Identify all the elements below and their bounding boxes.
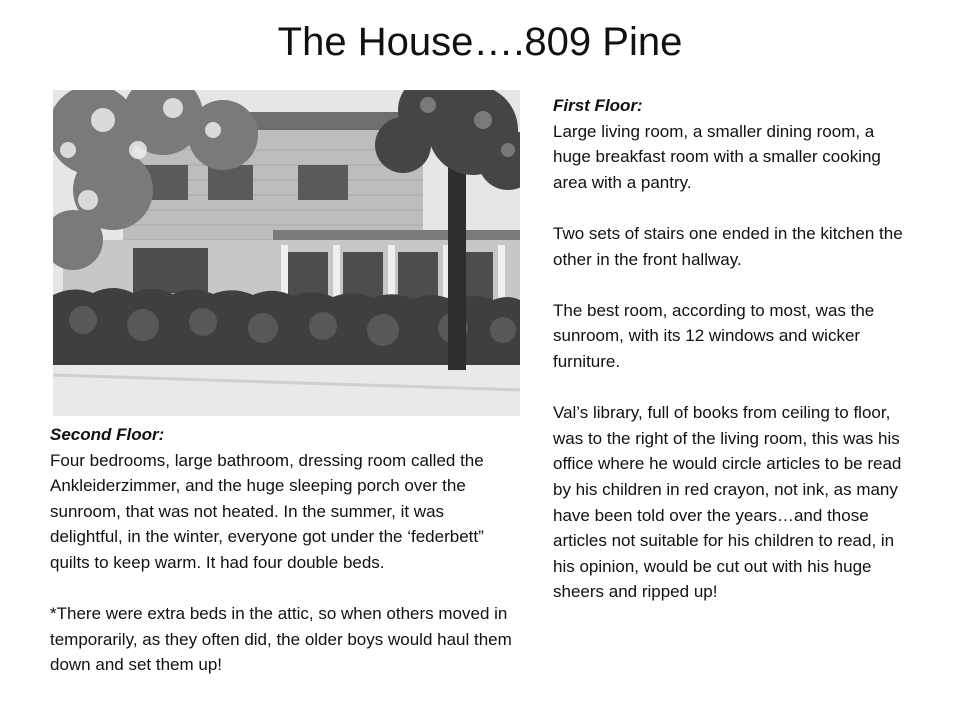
first-floor-paragraph: Large living room, a smaller dining room, a huge breakfast room with a smaller cooking area with a pantry. [553,121,881,192]
second-floor-paragraph: *There were extra beds in the attic, so when others moved in temporarily, as they often did, the older boys would haul them down and set them up! [50,604,512,675]
first-floor-section [553,93,903,605]
house-photo [53,90,520,416]
first-floor-paragraph: Two sets of stairs one ended in the kitchen the other in the front hallway. [553,223,903,269]
first-floor-paragraph: Val’s library, full of books from ceiling to floor, was to the right of the living room, this was his office where he would circle articles to be read by his children in red crayon, not ink, as many have been told over the years…and those articles not suitable for his children to read, in his opinion, would be cut out with his huge sheers and ripped up! [553,403,902,602]
house-photo-illustration [53,90,520,416]
first-floor-paragraph: The best room, according to most, was the sunroom, with its 12 windows and wicker furniture. [553,300,875,371]
slide-title: The House….809 Pine [277,20,683,64]
second-floor-section [50,422,520,678]
second-floor-heading: Second Floor: [50,425,165,444]
second-floor-paragraph: Four bedrooms, large bathroom, dressing room called the Ankleiderzimmer, and the huge sleeping porch over the sunroom, that was not heated. In the summer, it was delightful, in the winter, everyone got under the ‘federbett” quilts to keep warm. It had four double beds. [50,450,484,572]
first-floor-heading: First Floor: [553,96,643,115]
